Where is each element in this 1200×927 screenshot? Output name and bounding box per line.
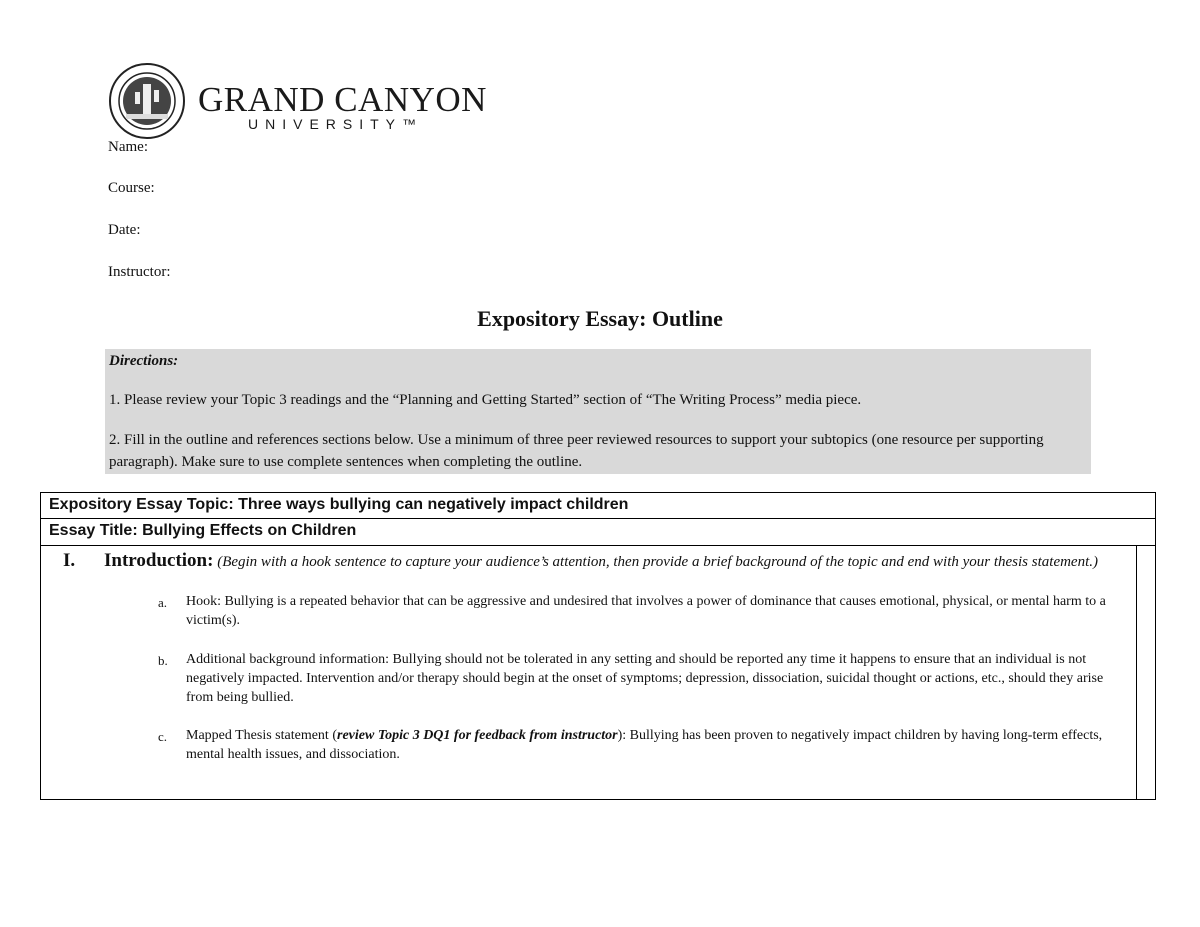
directions-box [105, 349, 1091, 474]
item-b-letter: b. [158, 653, 168, 668]
essay-title: Essay Title: Bullying Effects on Children [49, 522, 357, 539]
university-seal-icon [108, 62, 188, 140]
item-c-text [186, 726, 1126, 764]
item-a-text: Hook: Bullying is a repeated behavior that can be aggressive and undesired that involves a power of dominance that causes emotional, physical, or mental harm to a victim(s). [186, 594, 1106, 628]
essay-topic: Expository Essay Topic: Three ways bullying can negatively impact children [49, 496, 629, 513]
section-numeral: I. [63, 550, 76, 571]
directions-item-1: 1. Please review your Topic 3 readings and the “Planning and Getting Started” section of “The Writing Process” media piece. [109, 392, 862, 408]
date-field-label: Date: [108, 222, 141, 238]
name-field-label: Name: [108, 139, 148, 155]
item-c-emphasis: review Topic 3 DQ1 for feedback from instructor [337, 728, 618, 743]
introduction-note: (Begin with a hook sentence to capture your audience’s attention, then provide a brief background of the topic and end with your thesis statement.) [217, 554, 1099, 570]
column-divider [1136, 546, 1137, 800]
item-c-suffix: ): Bullying has been proven to negatively impact children by having long-term effects, mental health issues, and dissociation. [186, 728, 1103, 762]
course-field-label: Course: [108, 180, 155, 196]
instructor-field-label: Instructor: [108, 264, 171, 280]
item-b-text: Additional background information: Bullying should not be tolerated in any setting and should be reported any time it happens to ensure that an individual is not negatively impacted. Intervention and/or therapy should begin at the onset of symptoms; depression, dissociation, suicidal thought or actions, etc., should they arise from being bullied. [186, 652, 1104, 705]
introduction-heading: Introduction: [104, 550, 214, 571]
item-a-letter: a. [158, 595, 168, 610]
introduction-heading-block [104, 550, 1104, 573]
topic-row [41, 493, 1155, 519]
directions-heading: Directions: [109, 353, 179, 369]
university-logo [108, 62, 488, 140]
logo-subtitle: UNIVERSITY™ [248, 116, 424, 132]
item-c-letter: c. [158, 729, 168, 744]
outline-table [40, 492, 1156, 800]
item-c-prefix: Mapped Thesis statement ( [186, 728, 337, 743]
logo-name: GRAND CANYON [198, 80, 487, 119]
title-row [41, 519, 1155, 546]
directions-item-2: 2. Fill in the outline and references sections below. Use a minimum of three peer reviewed resources to support your subtopics (one resource per supporting paragraph). Make sure to use complete sentences when completing the outline. [109, 432, 1044, 470]
document-title: Expository Essay: Outline [477, 306, 723, 331]
